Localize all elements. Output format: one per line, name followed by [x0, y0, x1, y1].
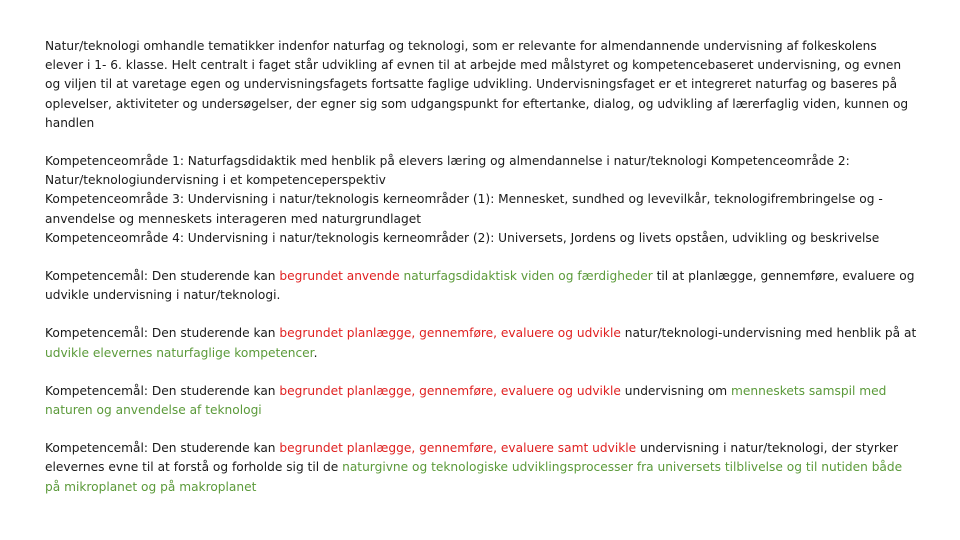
goal-suffix: til at planlægge, gennemføre, evaluere og udvikle undervisning i natur/teknologi.: [45, 269, 915, 303]
goal-prefix: Kompetencemål: Den studerende kan: [45, 383, 280, 398]
spacer: [45, 248, 917, 267]
goal-highlight-red: begrundet planlægge, gennemføre, evaluere og udvikle: [279, 326, 621, 341]
goal-suffix: .: [313, 345, 318, 360]
competence-areas: [45, 152, 917, 248]
competence-area-1-2: Kompetenceområde 1: Naturfagsdidaktik med henblik på elevers læring og almendannelse i natur/teknologi Kompetenceområde 2: Natur/teknologiundervisning i et kompetenceperspektiv: [45, 154, 850, 188]
spacer: [45, 133, 917, 152]
goal-middle: undervisning i natur/teknologi, der styrker elevernes evne til at forstå og forholde sig til de: [45, 441, 899, 475]
spacer: [45, 305, 917, 324]
competence-goal-1: [45, 267, 917, 305]
competence-area-4: Kompetenceområde 4: Undervisning i natur/teknologis kerneområder (2): Universets, Jordens og livets opståen, udvikling og beskrivelse: [45, 230, 880, 245]
spacer: [45, 363, 917, 382]
goal-highlight-green: naturgivne og teknologiske udviklingsprocesser fra universets tilblivelse og til nutiden både på mikroplanet og på makroplanet: [45, 460, 903, 494]
goal-prefix: Kompetencemål: Den studerende kan: [45, 441, 280, 456]
goal-highlight-red: begrundet anvende: [279, 269, 400, 284]
competence-goal-4: [45, 439, 917, 497]
goal-highlight-green: naturfagsdidaktisk viden og færdigheder: [403, 269, 653, 284]
goal-highlight-green: udvikle elevernes naturfaglige kompetencer: [45, 345, 314, 360]
spacer: [45, 420, 917, 439]
goal-middle: undervisning om: [620, 383, 732, 398]
goal-highlight-red: begrundet planlægge, gennemføre, evaluere og udvikle: [279, 383, 621, 398]
goal-prefix: Kompetencemål: Den studerende kan: [45, 326, 280, 341]
competence-goal-3: [45, 382, 917, 420]
slide-content: [45, 37, 917, 497]
intro-paragraph: Natur/teknologi omhandle tematikker indenfor naturfag og teknologi, som er relevante for almendannende undervisning af folkeskolens elever i 1- 6. klasse. Helt centralt i faget står udvikling af evnen til at arbejde med målstyret og kompetencebaseret undervisning, og evnen og viljen til at varetage egen og undervisningsfagets fortsatte faglige udvikling. Undervisningsfaget er et integreret naturfag og baseres på oplevelser, aktiviteter og undersøgelser, der egner sig som udgangspunkt for eftertanke, dialog, og udvikling af lærerfaglig viden, kunnen og handlen: [45, 39, 909, 130]
competence-goal-2: [45, 324, 917, 362]
goal-middle: natur/teknologi-undervisning med henblik på at: [620, 326, 917, 341]
goal-highlight-green: menneskets samspil med naturen og anvendelse af teknologi: [45, 383, 887, 418]
goal-highlight-red: begrundet planlægge, gennemføre, evaluere samt udvikle: [279, 441, 637, 456]
competence-area-3: Kompetenceområde 3: Undervisning i natur/teknologis kerneområder (1): Mennesket, sundhed og levevilkår, teknologifrembringelse og -anvendelse og menneskets interageren med naturgrundlaget: [45, 192, 883, 226]
goal-prefix: Kompetencemål: Den studerende kan: [45, 269, 280, 284]
